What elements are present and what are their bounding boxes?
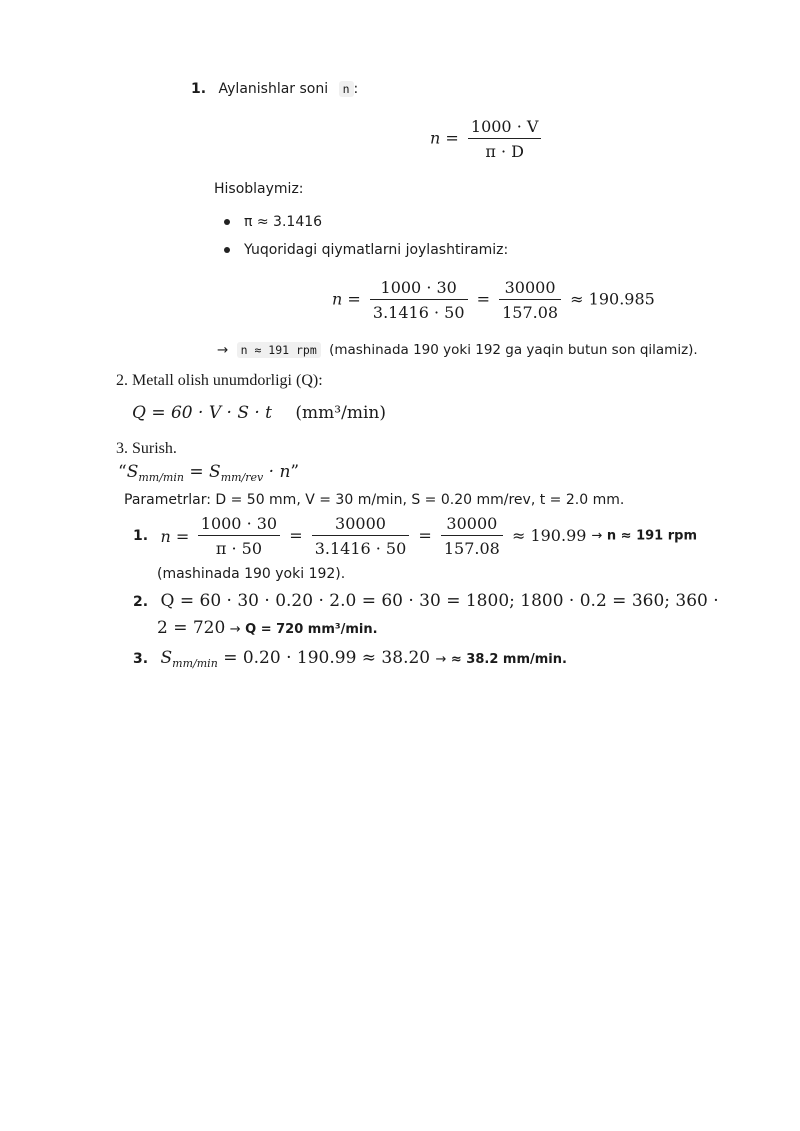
result-note: (mashinada 190 yoki 192 ga yaqin butun son qilamiz). — [329, 342, 698, 358]
equals: = — [189, 462, 204, 482]
formula-n-calc: n = $\frac{1000 \cdot 30}{3.1416 \cdot 50}$ = $\frac{30000}{157.08}$ ≈ 190.985 — [332, 278, 655, 322]
numerator: 30000 — [499, 278, 561, 300]
bullet-dot — [224, 247, 230, 253]
denominator: 3.1416 · 50 — [372, 303, 465, 322]
result-line — [217, 342, 698, 358]
arrow-icon: → — [229, 622, 241, 637]
bullet-text: Yuqoridagi qiymatlarni joylashtiramiz: — [244, 242, 509, 258]
list-item — [133, 591, 719, 611]
fraction — [468, 117, 542, 161]
formula-lhs: n — [430, 128, 441, 148]
denominator: π · 50 — [215, 539, 262, 558]
subscript: mm/rev — [220, 471, 264, 484]
numerator: 1000 · 30 — [370, 278, 468, 300]
formula-expr: = 0.20 · 190.99 ≈ 38.20 — [223, 648, 431, 668]
quote: ” — [290, 462, 300, 482]
formula-lhs: n — [332, 289, 343, 309]
bullet-dot — [224, 219, 230, 225]
list-item: 1. n = $\frac{1000 \cdot 30}{\pi \cdot 50}$ = $\frac{30000}{3.1416 \cdot 50}$ = $\frac{30000}{157.08}$ ≈ 190.99 → n ≈ 191 rpm — [133, 514, 698, 558]
approx-result: ≈ 190.99 — [511, 525, 587, 545]
section-1-header — [191, 81, 358, 97]
arrow-icon: → — [591, 528, 603, 544]
formula-lhs: n = — [160, 526, 190, 546]
formula-tail: · n — [268, 462, 291, 482]
result-code: n ≈ 191 rpm — [237, 342, 321, 358]
numerator: 30000 — [312, 514, 410, 536]
fraction — [370, 278, 468, 322]
list-marker: 1. — [133, 528, 149, 544]
bullet-text: π ≈ 3.1416 — [244, 214, 323, 230]
fraction — [198, 514, 280, 558]
formula-continuation — [157, 618, 378, 638]
fraction — [499, 278, 561, 322]
numerator: 1000 · 30 — [198, 514, 280, 536]
section-2-heading: 2. Metall olish unumdorligi (Q): — [116, 372, 323, 389]
approx-result: ≈ 190.985 — [570, 289, 655, 309]
denominator: π · D — [485, 142, 524, 161]
colon: : — [353, 81, 359, 97]
list-marker: 3. — [133, 651, 149, 667]
formula-feed — [118, 462, 299, 484]
denominator: 3.1416 · 50 — [314, 539, 407, 558]
subscript: mm/min — [172, 657, 218, 670]
bullet-item — [224, 214, 322, 230]
variable-code: n — [339, 81, 354, 97]
symbol: S — [209, 462, 221, 482]
result-text: ≈ 38.2 mm/min. — [450, 652, 567, 667]
formula-n: n = $\frac{1000 \cdot V}{\pi \cdot D}$ — [430, 117, 545, 161]
symbol: S — [126, 462, 139, 482]
result-note: (mashinada 190 yoki 192). — [157, 566, 346, 582]
result-text: n ≈ 191 rpm — [606, 528, 698, 544]
quote: “ — [118, 462, 127, 482]
bullet-item — [224, 242, 508, 258]
denominator: 157.08 — [502, 303, 559, 322]
list-item — [133, 648, 567, 670]
section-title: Aylanishlar soni — [218, 81, 329, 97]
section-3-heading: 3. Surish. — [116, 440, 177, 457]
fraction — [441, 514, 503, 558]
numerator: 1000 · V — [468, 117, 542, 139]
calc-label: Hisoblaymiz: — [214, 181, 304, 197]
formula-units: (mm³/min) — [295, 403, 386, 423]
list-marker: 1. — [191, 81, 207, 97]
arrow-icon: → — [217, 342, 229, 358]
formula-line: 2 = 720 — [157, 618, 226, 638]
fraction — [312, 514, 410, 558]
formula-q — [132, 403, 386, 423]
denominator: 157.08 — [443, 539, 500, 558]
formula-expr: Q = 60 · V · S · t — [132, 403, 273, 423]
subscript: mm/min — [138, 471, 184, 484]
list-marker: 2. — [133, 594, 149, 610]
parameters: Parametrlar: D = 50 mm, V = 30 m/min, S = 0.20 mm/rev, t = 2.0 mm. — [124, 492, 625, 508]
formula-line: Q = 60 · 30 · 0.20 · 2.0 = 60 · 30 = 1800; 1800 · 0.2 = 360; 360 · — [160, 591, 719, 611]
result-text: Q = 720 mm³/min. — [245, 622, 378, 637]
symbol: S — [160, 648, 173, 668]
numerator: 30000 — [441, 514, 503, 536]
arrow-icon: → — [435, 652, 447, 667]
